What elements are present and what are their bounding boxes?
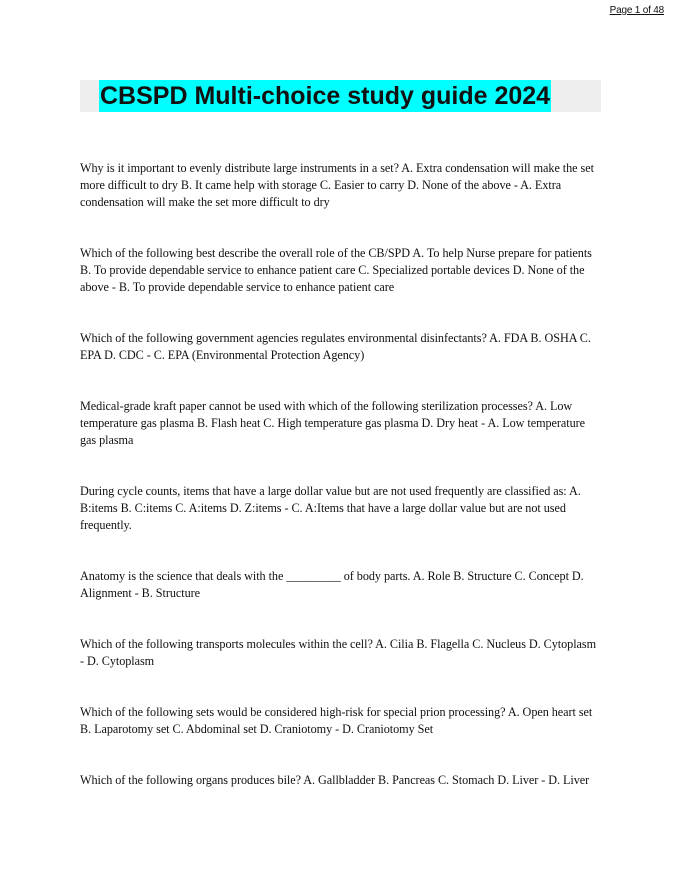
question-item-2: Which of the following best describe the overall role of the CB/SPD A. To help Nurse prepare for patients B. To provide dependable service to enhance patient care C. Specialized portable devices D. None of the above - B. To provide dependable service to enhance patient care bbox=[80, 246, 592, 294]
question-item-1: Why is it important to evenly distribute large instruments in a set? A. Extra condensation will make the set more difficult to dry B. It came help with storage C. Easier to carry D. None of the above - A. Extra condensation will make the set more difficult to dry bbox=[80, 161, 594, 209]
question-item-5: During cycle counts, items that have a large dollar value but are not used frequently are classified as: A. B:items B. C:items C. A:items D. Z:items - C. A:Items that have a large dollar value but are not used frequently. bbox=[80, 484, 581, 532]
question-item-4: Medical-grade kraft paper cannot be used with which of the following sterilization processes? A. Low temperature gas plasma B. Flash heat C. High temperature gas plasma D. Dry heat - A. Low temperature gas plasma bbox=[80, 399, 586, 447]
question-item-8: Which of the following sets would be considered high-risk for special prion processing? A. Open heart set B. Laparotomy set C. Abdominal set D. Craniotomy - D. Craniotomy Set bbox=[80, 705, 593, 736]
question-item-6: Anatomy is the science that deals with the _________ of body parts. A. Role B. Structure C. Concept D. Alignment - B. Structure bbox=[80, 569, 584, 600]
question-list bbox=[80, 160, 600, 823]
page-number: Page 1 of 48 bbox=[609, 5, 664, 16]
question-item-9: Which of the following organs produces bile? A. Gallbladder B. Pancreas C. Stomach D. Liver - D. Liver bbox=[80, 773, 590, 787]
page-title: CBSPD Multi-choice study guide 2024 bbox=[100, 82, 551, 110]
question-item-3: Which of the following government agencies regulates environmental disinfectants? A. FDA B. OSHA C. EPA D. CDC - C. EPA (Environmental Protection Agency) bbox=[80, 331, 591, 362]
question-item-7: Which of the following transports molecules within the cell? A. Cilia B. Flagella C. Nucleus D. Cytoplasm - D. Cytoplasm bbox=[80, 637, 597, 668]
